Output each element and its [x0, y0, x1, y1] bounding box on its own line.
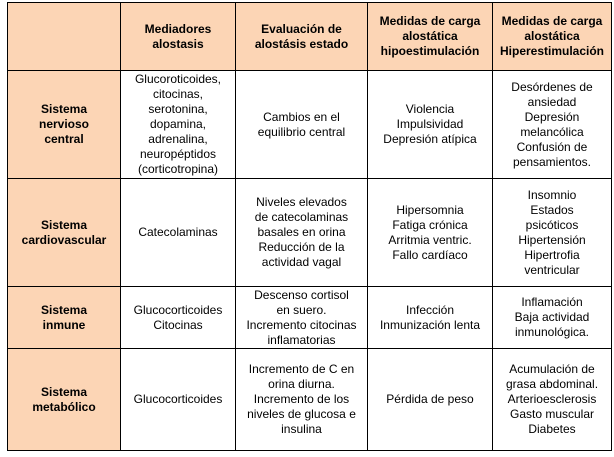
cell-hiperestimulacion: Inflamación Baja actividad inmunológica. — [493, 287, 612, 349]
header-evaluacion: Evaluación de alostásis estado — [236, 3, 368, 71]
table-row-sistema-nervioso — [8, 71, 612, 179]
cell-hiperestimulacion: Desórdenes de ansiedad Depresión melancólica Confusión de pensamientos. — [493, 71, 612, 179]
header-hiperestimulacion: Medidas de carga alostática Hiperestimulación — [493, 3, 612, 71]
cell-mediadores: Catecolaminas — [121, 179, 236, 287]
table-row-sistema-inmune — [8, 287, 612, 349]
row-header-sistema-nervioso: Sistema nervioso central — [8, 71, 121, 179]
cell-mediadores: Glucocorticoides Citocinas — [121, 287, 236, 349]
cell-hipoestimulacion: Violencia Impulsividad Depresión atípica — [368, 71, 493, 179]
header-hipoestimulacion: Medidas de carga alostática hipoestimulación — [368, 3, 493, 71]
cell-mediadores: Glucocorticoides — [121, 349, 236, 451]
cell-hipoestimulacion: Hipersomnia Fatiga crónica Arritmia ventric. Fallo cardíaco — [368, 179, 493, 287]
header-mediadores: Mediadores alostasis — [121, 3, 236, 71]
header-corner-cell — [8, 3, 121, 71]
row-header-sistema-inmune: Sistema inmune — [8, 287, 121, 349]
cell-evaluacion: Descenso cortisol en suero. Incremento citocinas inflamatorias — [236, 287, 368, 349]
cell-hipoestimulacion: Pérdida de peso — [368, 349, 493, 451]
cell-evaluacion: Niveles elevados de catecolaminas basales en orina Reducción de la actividad vagal — [236, 179, 368, 287]
row-header-sistema-cardiovascular: Sistema cardiovascular — [8, 179, 121, 287]
header-row — [8, 3, 612, 71]
cell-hiperestimulacion: Insomnio Estados psicóticos Hipertensión Hipertrofia ventricular — [493, 179, 612, 287]
table-row-sistema-metabolico — [8, 349, 612, 451]
row-header-sistema-metabolico: Sistema metabólico — [8, 349, 121, 451]
cell-evaluacion: Incremento de C en orina diurna. Incremento de los niveles de glucosa e insulina — [236, 349, 368, 451]
cell-mediadores: Glucoroticoides, citocinas, serotonina, dopamina, adrenalina, neuropéptidos (corticotropina) — [121, 71, 236, 179]
cell-hiperestimulacion: Acumulación de grasa abdominal. Arterioesclerosis Gasto muscular Diabetes — [493, 349, 612, 451]
allostasis-table — [7, 2, 612, 451]
cell-hipoestimulacion: Infección Inmunización lenta — [368, 287, 493, 349]
table-row-sistema-cardiovascular — [8, 179, 612, 287]
cell-evaluacion: Cambios en el equilibrio central — [236, 71, 368, 179]
